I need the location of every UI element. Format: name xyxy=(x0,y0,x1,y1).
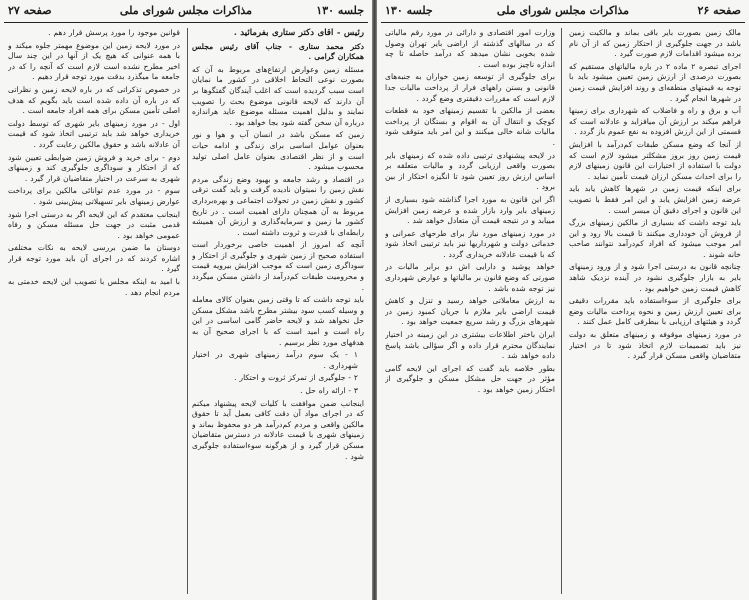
right-page-number: صفحه ۲۶ xyxy=(697,4,741,17)
paragraph: اجرای تبصره ۲ ماده ۲ در باره مالیاتهای مستقیم که بصورت درصدی از ارزش زمین تعیین میشود باید با توجه به قیمتهای منطقه‌ای و روند افزایش قیمت زمین در شهرها انجام گیرد . xyxy=(569,61,741,103)
paragraph: از آنجا که وضع مسکن طبقات کم‌درآمد با افزایش قیمت زمین روز بروز مشکلتر میشود لازم است که دولت با استفاده از اختیارات این قانون زمینهای لازم را برای احداث مسکن ارزان قیمت تأمین نماید . xyxy=(569,139,741,181)
right-header-title: مذاکرات مجلس شورای ملی xyxy=(496,4,630,17)
paragraph: مالک زمین بصورت بایر باقی بماند و مالکیت زمین باشد در جهت جلوگیری از احتکار زمین که از آن نام برده میشود اقدامات لازم صورت گیرد . xyxy=(569,28,741,59)
right-page xyxy=(377,0,749,600)
paragraph: ایران باختر اطلاعات بیشتری در این زمینه در اختیار نمایندگان محترم قرار داده و اگر سؤالی باشد پاسخ داده خواهد شد . xyxy=(385,330,555,361)
list-item: ۳ - ارائه راه حل . xyxy=(300,386,358,395)
paragraph: به ارزش معاملاتی خواهد رسید و تنزل و کاهش قیمت اراضی بایر ملازم با جریان کمبود زمین در شهرهای بزرگ و رشد سریع جمعیت خواهد بود . xyxy=(385,296,555,327)
paragraph: در مورد زمینهای موقوفه و زمینهای متعلق به دولت نیز باید تصمیمات لازم اتخاذ شود تا در اختیار متقاضیان واقعی مسکن قرار گیرد . xyxy=(569,330,741,361)
left-page-right-column xyxy=(192,28,364,594)
paragraph: وزارت امور اقتصادی و دارائی در مورد رقم مالیاتی که در سالهای گذشته از اراضی بایر تهران وصول شده بخوبی نشان میدهد که درآمد حاصله تا چه اندازه ناچیز بوده است . xyxy=(385,28,555,69)
left-page-number: صفحه ۲۷ xyxy=(8,4,52,17)
right-page-right-column xyxy=(569,28,741,594)
paragraph: برای جلوگیری از توسعه زمین خواران به جنبه‌های قانونی و بستن راههای فرار از پرداخت مالیات جدا لازم است که مقررات دقیقتری وضع گردد . xyxy=(385,72,555,103)
right-page-left-column xyxy=(385,28,555,594)
list-item: ۲ - جلوگیری از تمرکز ثروت و احتکار . xyxy=(234,373,358,383)
paragraph: بطور خلاصه باید گفت که اجرای این لایحه گامی مؤثر در جهت حل مشکل مسکن و جلوگیری از احتکار زمین خواهد بود . xyxy=(385,363,555,394)
paragraph: اینجانب معتقدم که این لایحه اگر به درستی اجرا شود قدمی مثبت در جهت حل مسئله مسکن و رفاه عمومی خواهد بود . xyxy=(8,209,180,240)
left-page xyxy=(0,0,372,600)
left-column-divider xyxy=(187,28,188,594)
list-item: ۱ - یک سوم درآمد زمینهای شهری در اختیار شهرداری . xyxy=(192,350,358,370)
paragraph: زمین که مسکن باشد در انسان آب و هوا و نور بعنوان عوامل اساسی برای زندگی و ادامه حیات است و از نظر اقتصادی بعنوان عامل اصلی تولید محسوب میشود . xyxy=(192,130,364,172)
paragraph: دوم - برای خرید و فروش زمین ضوابطی تعیین شود که از احتکار و سوداگری جلوگیری کند و زمینهای شهری به سرعت در اختیار متقاضیان قرار گیرد . xyxy=(8,152,180,183)
paragraph: در مورد زمینهای مورد نیاز برای طرحهای عمرانی و خدماتی دولت و شهرداریها نیز باید ترتیبی اتخاذ شود که با قیمت عادلانه خریداری گردد . xyxy=(385,228,555,259)
paragraph: بعضی از مالکین با تقسیم زمینهای خود به قطعات کوچک و انتقال آن به اقوام و بستگان از پرداخت مالیات شانه خالی میکنند و این امر باید متوقف شود . xyxy=(385,106,555,147)
right-session-label: جلسه ۱۳۰ xyxy=(385,4,433,17)
left-header-title: مذاکرات مجلس شورای ملی xyxy=(119,4,253,17)
paragraph: در لایحه پیشنهادی ترتیبی داده شده که زمینهای بایر بصورت واقعی ارزیابی گردد و مالیات متعلقه بر اساس ارزش روز تعیین شود تا انگیزه احتکار از بین برود . xyxy=(385,150,555,192)
left-header-rule xyxy=(4,22,368,23)
paragraph: باید توجه داشت که بسیاری از مالکین زمینهای بزرگ از فروش آن خودداری میکنند تا قیمت بالا رود و این امر موجب میشود که افراد کم‌درآمد نتوانند صاحب خانه شوند . xyxy=(569,218,741,259)
paragraph: در مورد لایحه زمین این موضوع مهمتر جلوه میکند و با همه عنوانی که هیچ یک از آنها در این چند سال اخیر مطرح نشده است لازم است که آنچه را که در جامعه ما میگذرد بدقت مورد توجه قرار دهیم . xyxy=(8,40,180,82)
paragraph: آنچه که امروز از اهمیت خاصی برخوردار است استفاده صحیح از زمین شهری و جلوگیری از احتکار و سوداگری زمین است که موجب افزایش بیرویه قیمت و محرومیت طبقات کم‌درآمد از داشتن مسکن میگردد . xyxy=(192,240,364,292)
paragraph: دوستان ما ضمن بررسی لایحه به نکات مختلفی اشاره کردند که در اجرای آن باید مورد توجه قرار گیرد . xyxy=(8,243,180,274)
right-page-header xyxy=(383,4,743,20)
left-page-header xyxy=(6,4,366,20)
speaker-line: رئیس - آقای دکتر ستاری بفرمائید . xyxy=(233,28,364,38)
paragraph: باید توجه داشت که تا وقتی زمین بعنوان کالای معامله و وسیله کسب سود بیشتر مطرح باشد مشکل مسکن حل نخواهد شد و لایحه حاضر گامی اساسی در این راه است و امید است که با اجرای صحیح آن به هدفهای مورد نظر برسیم . xyxy=(192,295,364,347)
paragraph: مسئله زمین وعوارض ارتفاع‌های مربوط به آن که بصورت نوعی التحاط اخلاقی در کشور ما نمایان است سبب گردیده است که اغلب آیندگان گفتگوها بر آن دارند که لایحه قانونی موضوع بحث را تصویب نمایند و بدلیل اهمیت مسئله موضوع عاید هراندازه درباره آن سخن گفته شود بجا خواهد بود . xyxy=(192,64,364,127)
paragraph: قوانین موجود را مورد پرسش قرار دهم . xyxy=(48,28,180,37)
paragraph: در خصوص تذکراتی که در باره لایحه زمین و نظراتی که در باره آن داده شده است باید بگویم که هدف اصلی تأمین مسکن برای همه افراد جامعه است . xyxy=(8,84,180,116)
paragraph: اول - در مورد زمینهای بایر شهری که توسط دولت خریداری خواهد شد باید ترتیبی اتخاذ شود که قیمت آن عادلانه باشد و حقوق مالکین رعایت گردد . xyxy=(8,118,180,149)
paragraph: برای جلوگیری از سوءاستفاده باید مقررات دقیقی برای تعیین ارزش زمین و نحوه پرداخت مالیات وضع گردد و هیئتهای ارزیابی با بیطرفی کامل عمل کنند . xyxy=(569,296,741,327)
paragraph: خواهد پوشید و دارایی اش دو برابر مالیات در صورتی که وضع قانون بر مالیاتها و عوارض شهرداری نیز توجه شده باشد . xyxy=(385,262,555,293)
left-page-left-column xyxy=(8,28,180,594)
right-column-divider xyxy=(561,28,562,594)
paragraph: در اقتصاد و رشد جامعه و بهبود وضع زندگی مردم نقش زمین را نمیتوان نادیده گرفت و باید گفت ترقی کشور و نقش زمین در تحولات اجتماعی و بهره‌برداری مربوط به آن همچنان دارای اهمیت است . در تاریخ کشور ما زمین و سرمایه‌گذاری و ارزش آن همیشه رابطه‌ای با قدرت و ثروت داشته است . xyxy=(192,174,364,237)
paragraph: اینجانب ضمن موافقت با کلیات لایحه پیشنهاد میکنم که در اجرای مواد آن دقت کافی بعمل آید تا حقوق مالکین واقعی و مردم کم‌درآمد هر دو محفوظ بماند و زمینهای شهری با قیمت عادلانه در دسترس متقاضیان مسکن قرار گیرد و از هرگونه سوءاستفاده جلوگیری شود . xyxy=(192,398,364,461)
right-header-rule xyxy=(381,22,745,23)
paragraph: آب و برق و راه و فاضلاب که شهرداری برای زمینها فراهم میکند بر ارزش آن میافزاید و عادلانه است که قسمتی از این ارزش افزوده به نفع عموم باز گردد . xyxy=(569,106,741,137)
paragraph: سوم - در مورد عدم توانائی مالکین برای پرداخت عوارض زمینهای بایر تسهیلاتی پیش‌بینی شود . xyxy=(8,186,180,206)
paragraph: چنانچه قانون به درستی اجرا شود و از ورود زمینهای بایر به بازار جلوگیری نشود در آینده نزدیک شاهد کاهش قیمت زمین خواهیم بود . xyxy=(569,262,741,293)
paragraph: برای اینکه قیمت زمین در شهرها کاهش یابد باید عرضه زمین افزایش یابد و این امر فقط با تصویب این قانون و اجرای دقیق آن میسر است . xyxy=(569,184,741,215)
paragraph: اگر این قانون به مورد اجرا گذاشته شود بسیاری از زمینهای بایر وارد بازار شده و عرضه زمین افزایش مییابد و در نتیجه قیمت آن متعادل خواهد شد . xyxy=(385,194,555,226)
speaker-line: دکتر محمد ستاری - جناب آقای رئیس مجلس همکاران گرامی . xyxy=(192,41,364,62)
left-session-label: جلسه ۱۳۰ xyxy=(316,4,364,17)
paragraph: با امید به اینکه مجلس با تصویب این لایحه خدمتی به مردم انجام دهد . xyxy=(8,277,180,297)
